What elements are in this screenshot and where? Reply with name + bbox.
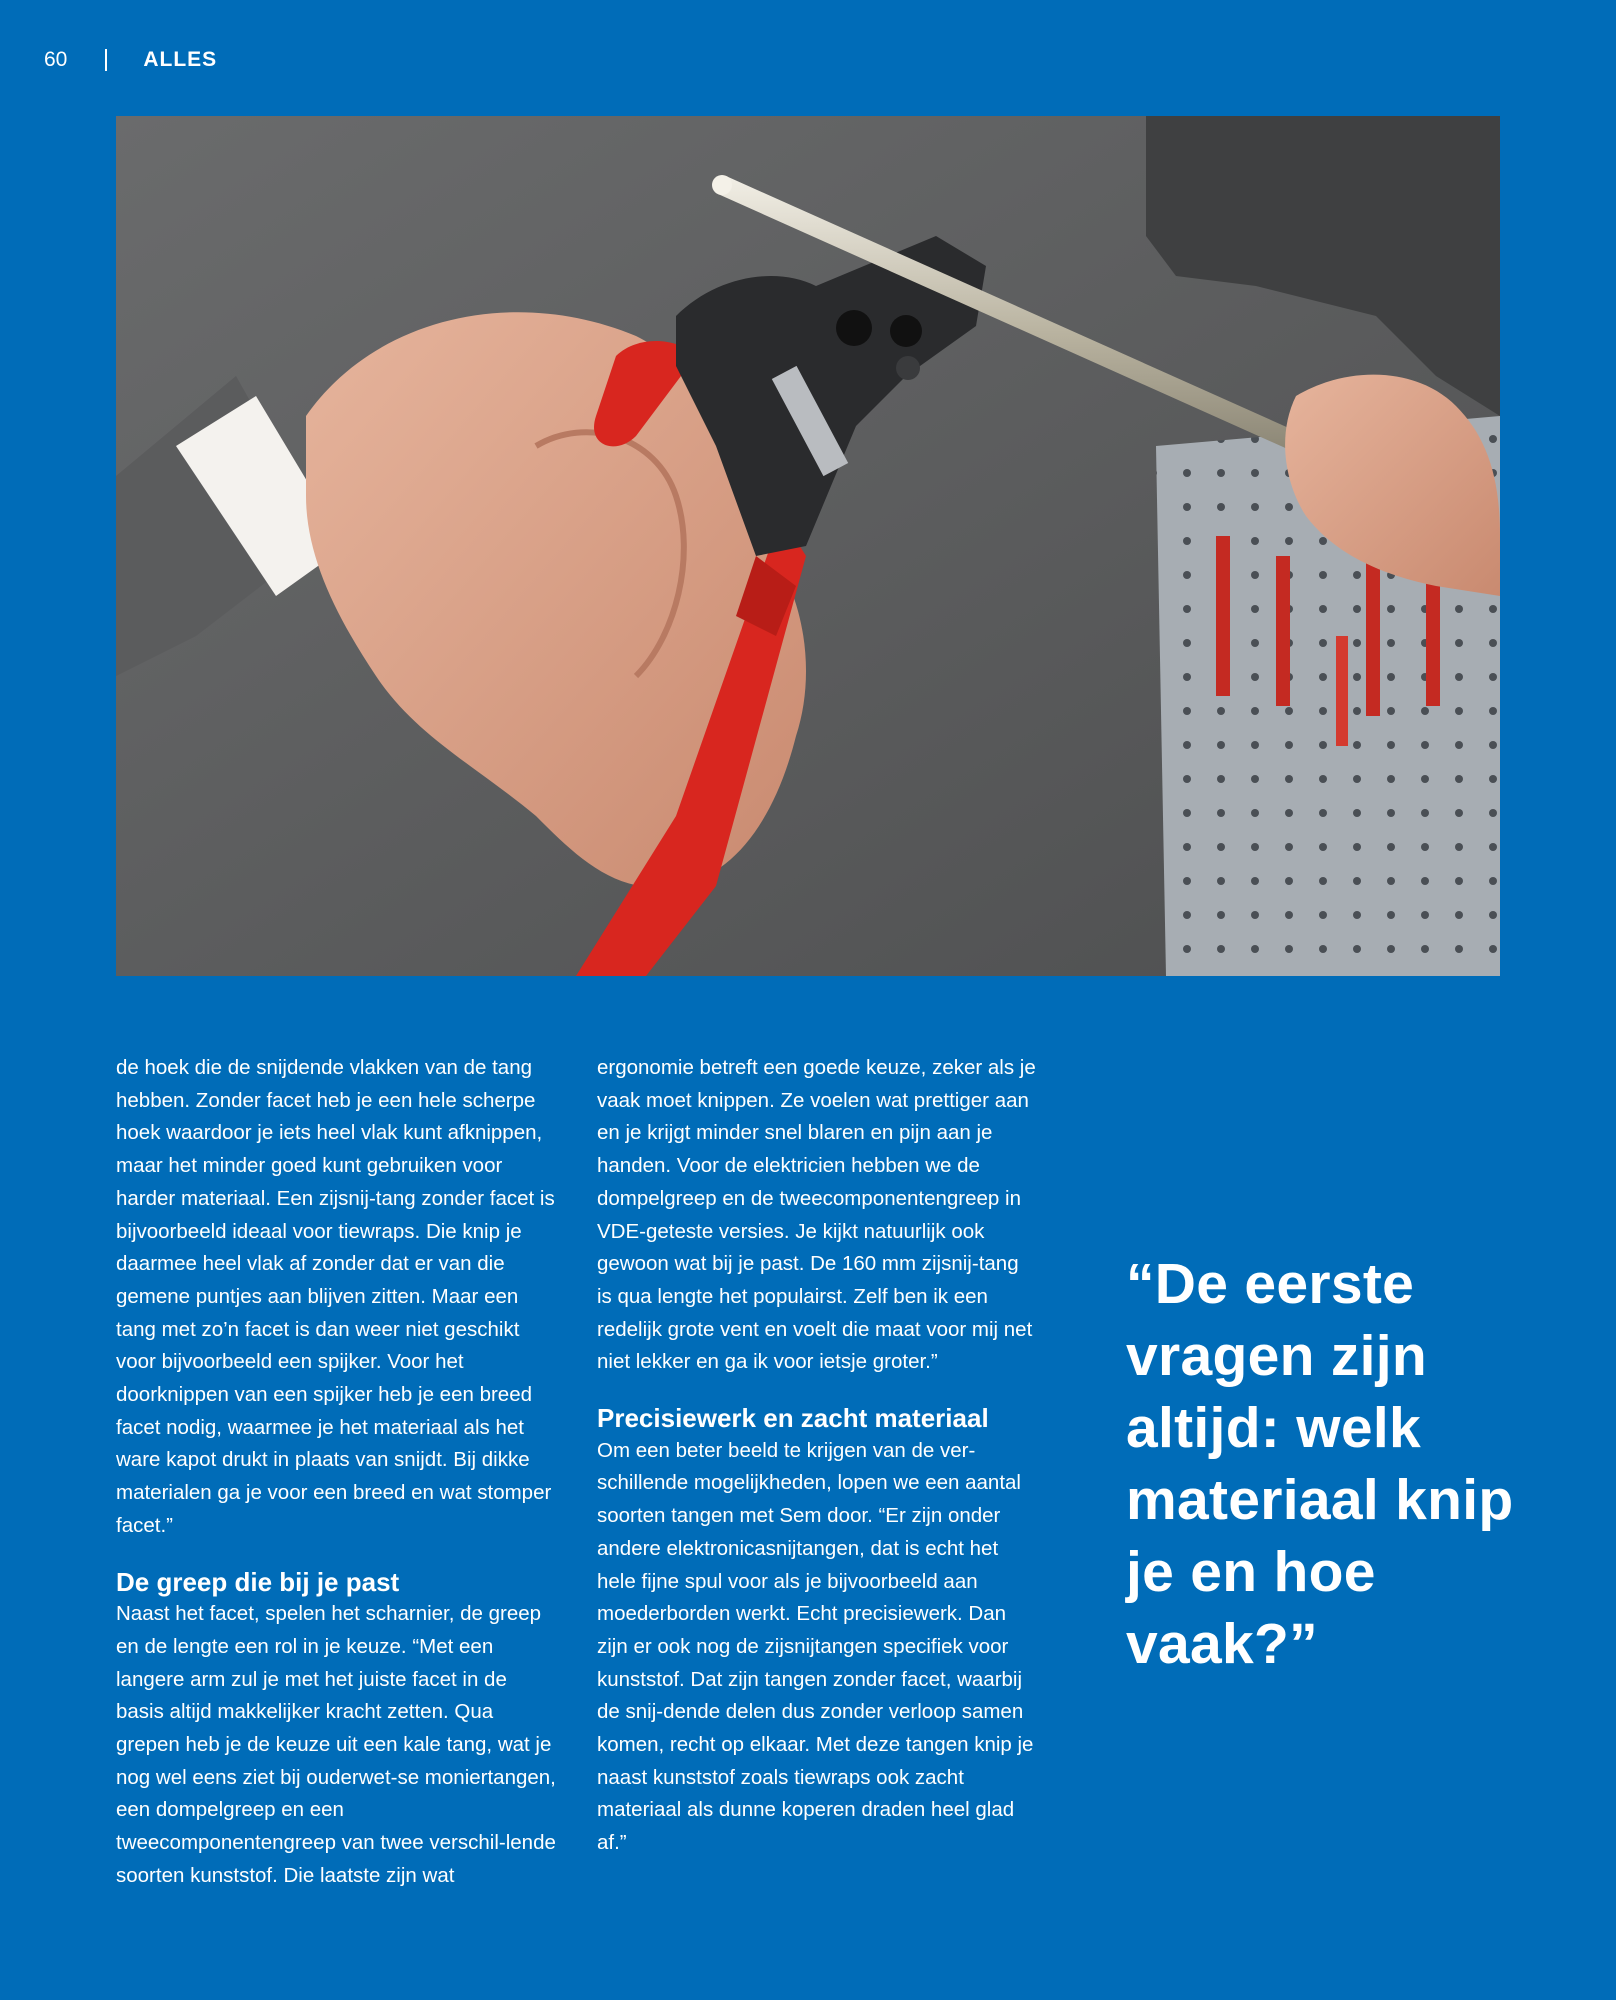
body-paragraph: de hoek die de snijdende vlakken van de tang hebben. Zonder facet heb je een hele scherpe hoek waardoor je iets heel vlak kunt afknippen, maar het minder goed kunt gebruiken voor harder materiaal. Een zijsnij-tang zonder facet is bijvoorbeeld ideaal voor tiewraps. Die knip je daarmee heel vlak af zonder dat er van die gemene puntjes aan blijven zitten. Maar een tang met zo’n facet is dan weer niet geschikt voor bijvoorbeeld een spijker. Voor het doorknippen van een spijker heb je een breed facet nodig, waarmee je het materiaal als het ware kapot drukt in plaats van snijdt. Bij dikke materialen ga je voor een breed en wat stomper facet.” [116, 1056, 555, 1537]
page-header [44, 48, 217, 72]
body-paragraph: Naast het facet, spelen het scharnier, de greep en de lengte een rol in je keuze. “Met een langere arm zul je met het juiste facet in de basis altijd makkelijker kracht zetten. Qua grepen heb je de keuze uit een kale tang, wat je nog wel eens ziet bij ouderwet-se moniertangen, een dompelgreep en een tweecomponentengreep van twee verschil-lende soorten kunststof. Die laatste zijn wat [116, 1602, 556, 1887]
subheading: De greep die bij je past [116, 1566, 400, 1597]
body-paragraph: ergonomie betreft een goede keuze, zeker als je vaak moet knippen. Ze voelen wat prettiger aan en je krijgt minder snel blaren en pijn aan je handen. Voor de elektricien hebben we de dompelgreep en de tweecomponentengreep in VDE-geteste versies. Je kijkt natuurlijk ook gewoon wat bij je past. De 160 mm zijsnij-tang is qua lengte het populairst. Zelf ben ik een redelijk grote vent en voelt die maat voor mij net niet lekker en ga ik voor ietsje groter.” [597, 1056, 1036, 1374]
pull-quote: “De eerste vragen zijn altijd: welk materiaal knip je en hoe vaak?” [1126, 1252, 1514, 1676]
pliers-cutting-rod-illustration [116, 116, 1500, 976]
page-number: 60 [44, 48, 68, 71]
text-column-2 [597, 1052, 1037, 1860]
body-paragraph: Om een beter beeld te krijgen van de ver-schillende mogelijkheden, lopen we een aantal soorten tangen met Sem door. “Er zijn onder andere elektronicasnijtangen, dat is echt het hele fijne spul voor als je bijvoorbeeld aan moederborden werkt. Echt precisiewerk. Dan zijn er ook nog de zijsnijtangen specifiek voor kunststof. Dat zijn tangen zonder facet, waarbij de snij-dende delen dus zonder verloop samen komen, recht op elkaar. Met deze tangen knip je naast kunststof zoals tiewraps ook zacht materiaal als dunne koperen draden heel glad af.” [597, 1438, 1034, 1855]
subheading: Precisiewerk en zacht materiaal [597, 1403, 989, 1434]
article-photo [116, 116, 1500, 976]
text-column-1 [116, 1052, 556, 1893]
section-title: ALLES [143, 48, 218, 71]
header-divider [105, 49, 107, 71]
